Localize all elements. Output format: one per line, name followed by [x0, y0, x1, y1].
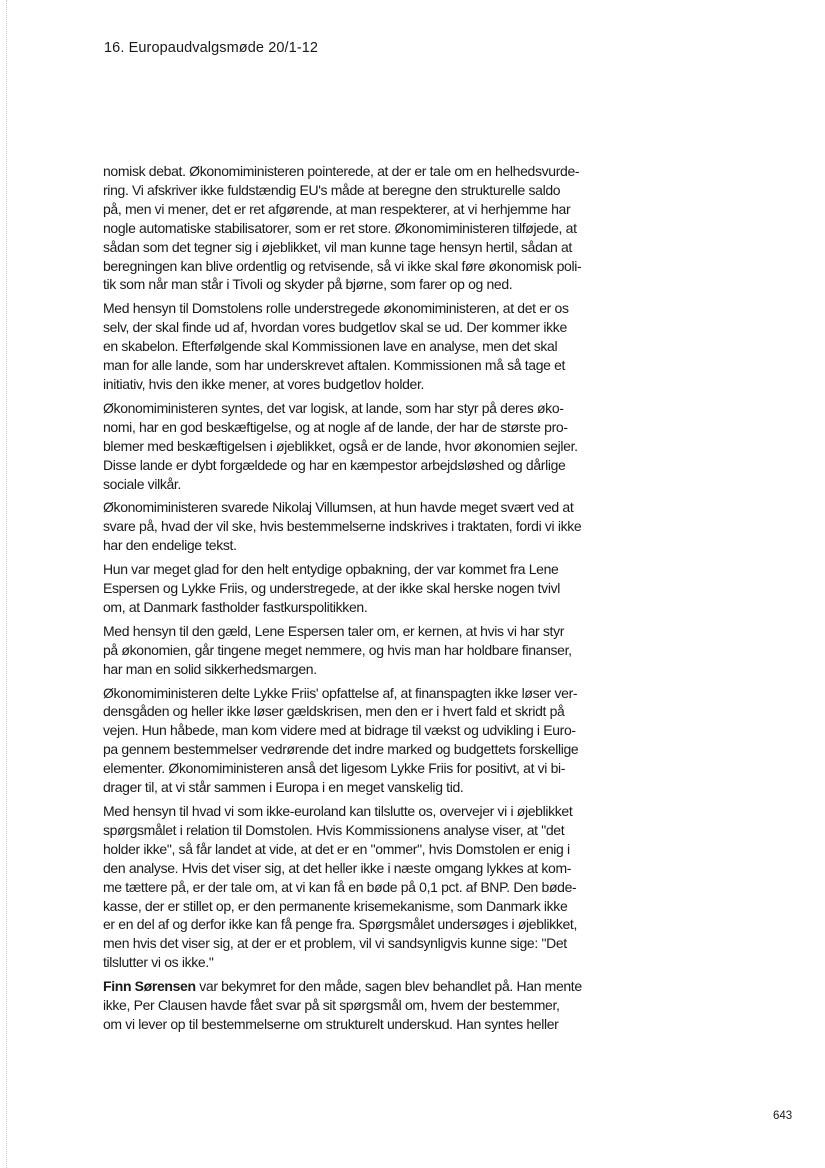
text-line: nogle automatiske stabilisatorer, som er ret store. Økonomiministeren tilføjede, at — [103, 219, 577, 236]
text-line: Disse lande er dybt forgældede og har en kæmpestor arbejdsløshed og dårlige — [103, 456, 566, 473]
text-line: på økonomien, går tingene meget nemmere, og hvis man har holdbare finanser, — [103, 641, 572, 658]
text-line: nomi, har en god beskæftigelse, og at nogle af de lande, der har de største pro- — [103, 418, 568, 435]
text-line: men hvis det viser sig, at der er et problem, vil vi sandsynligvis kunne sige: "Det — [103, 935, 567, 952]
text-line: initiativ, hvis den ikke mener, at vores budgetlov holder. — [103, 375, 425, 392]
paragraph — [103, 162, 591, 294]
text-line: tilslutter vi os ikke." — [103, 954, 214, 971]
text-line: pa gennem bestemmelser vedrørende det indre marked og budgettets forskellige — [103, 741, 579, 758]
text-line: blemer med beskæftigelsen i øjeblikket, også er de lande, hvor økonomien sejler. — [103, 437, 578, 454]
line-text: var bekymret for den måde, sagen blev behandlet på. Han mente — [195, 978, 582, 995]
paragraph — [103, 299, 591, 394]
text-line: Med hensyn til hvad vi som ikke-euroland kan tilslutte os, overvejer vi i øjeblikket — [103, 803, 573, 819]
speaker-name: Finn Sørensen — [103, 978, 196, 995]
paragraph — [103, 622, 591, 679]
text-line: vejen. Hun håbede, man kom videre med at bidrage til vækst og udvikling i Euro- — [103, 722, 576, 739]
paragraph — [103, 560, 591, 617]
document-body — [103, 162, 591, 1039]
text-line: Espersen og Lykke Friis, og understregede, at der ikke skal herske nogen tvivl — [103, 580, 560, 597]
text-line: ikke, Per Clausen havde fået svar på sit spørgsmål om, hvem der bestemmer, — [103, 997, 560, 1014]
text-line: om vi lever op til bestemmelserne om strukturelt underskud. Han syntes heller — [103, 1015, 559, 1032]
text-line: elementer. Økonomiministeren anså det ligesom Lykke Friis for positivt, at vi bi- — [103, 760, 566, 777]
text-line: densgåden og heller ikke løser gældskrisen, men den er i hvert fald et skridt på — [103, 703, 565, 720]
text-line: Med hensyn til den gæld, Lene Espersen taler om, er kernen, at hvis vi har styr — [103, 622, 565, 639]
page-number: 643 — [773, 1110, 793, 1122]
page-edge-rule — [6, 0, 7, 1168]
text-line: selv, der skal finde ud af, hvordan vores budgetlov skal se ud. Der kommer ikke — [103, 319, 567, 336]
text-line: Økonomiministeren svarede Nikolaj Villumsen, at hun havde meget svært ved at — [103, 499, 574, 516]
paragraph — [103, 977, 591, 1034]
text-line: me tættere på, er der tale om, at vi kan få en bøde på 0,1 pct. af BNP. Den bøde- — [103, 878, 577, 895]
text-line: sådan som det tegner sig i øjeblikket, vil man kunne tage hensyn hertil, sådan at — [103, 238, 572, 255]
text-line: Med hensyn til Domstolens rolle understregede økonomiministeren, at det er os — [103, 300, 569, 317]
text-line: på, men vi mener, det er ret afgørende, at man respekterer, at vi herhjemme har — [103, 200, 571, 217]
text-line: om, at Danmark fastholder fastkurspolitikken. — [103, 598, 368, 615]
text-line: sociale vilkår. — [103, 475, 182, 492]
text-line: kasse, der er stillet op, er den permanente krisemekanisme, som Danmark ikke — [103, 897, 568, 914]
text-line: holder ikke", så får landet at vide, at det er en "ommer", hvis Domstolen er enig i — [103, 840, 570, 857]
text-line: ring. Vi afskriver ikke fuldstændig EU's måde at beregne den strukturelle saldo — [103, 181, 561, 198]
text-line: spørgsmålet i relation til Domstolen. Hvis Kommissionens analyse viser, at "det — [103, 821, 565, 838]
text-line — [103, 977, 591, 996]
text-line: har den endelige tekst. — [103, 537, 237, 554]
text-line: Økonomiministeren delte Lykke Friis' opfattelse af, at finanspagten ikke løser ver- — [103, 684, 578, 701]
text-line: drager til, at vi står sammen i Europa i en meget vanskelig tid. — [103, 779, 464, 796]
text-line: Økonomiministeren syntes, det var logisk, at lande, som har styr på deres øko- — [103, 399, 564, 416]
paragraph — [103, 684, 591, 797]
page-header: 16. Europaudvalgsmøde 20/1-12 — [104, 40, 319, 56]
text-line: svare på, hvad der vil ske, hvis bestemmelserne indskrives i traktaten, fordi vi ikke — [103, 518, 582, 535]
text-line: den analyse. Hvis det viser sig, at det heller ikke i næste omgang lykkes at kom- — [103, 859, 572, 876]
text-line: man for alle lande, som har underskrevet aftalen. Kommissionen må så tage et — [103, 357, 566, 374]
text-line: en skabelon. Efterfølgende skal Kommissionen lave en analyse, men det skal — [103, 338, 558, 355]
text-line: tik som når man står i Tivoli og skyder på bjørne, som farer op og ned. — [103, 276, 513, 293]
text-line: har man en solid sikkerhedsmargen. — [103, 660, 317, 677]
paragraph — [103, 399, 591, 494]
text-line: Hun var meget glad for den helt entydige opbakning, der var kommet fra Lene — [103, 561, 559, 578]
text-line: nomisk debat. Økonomiministeren pointerede, at der er tale om en helhedsvurde- — [103, 163, 580, 179]
text-line: beregningen kan blive ordentlig og retvisende, så vi ikke skal føre økonomisk poli- — [103, 257, 582, 274]
paragraph — [103, 802, 591, 972]
text-line: er en del af og derfor ikke kan få penge fra. Spørgsmålet undersøges i øjeblikket, — [103, 916, 578, 933]
paragraph — [103, 498, 591, 555]
